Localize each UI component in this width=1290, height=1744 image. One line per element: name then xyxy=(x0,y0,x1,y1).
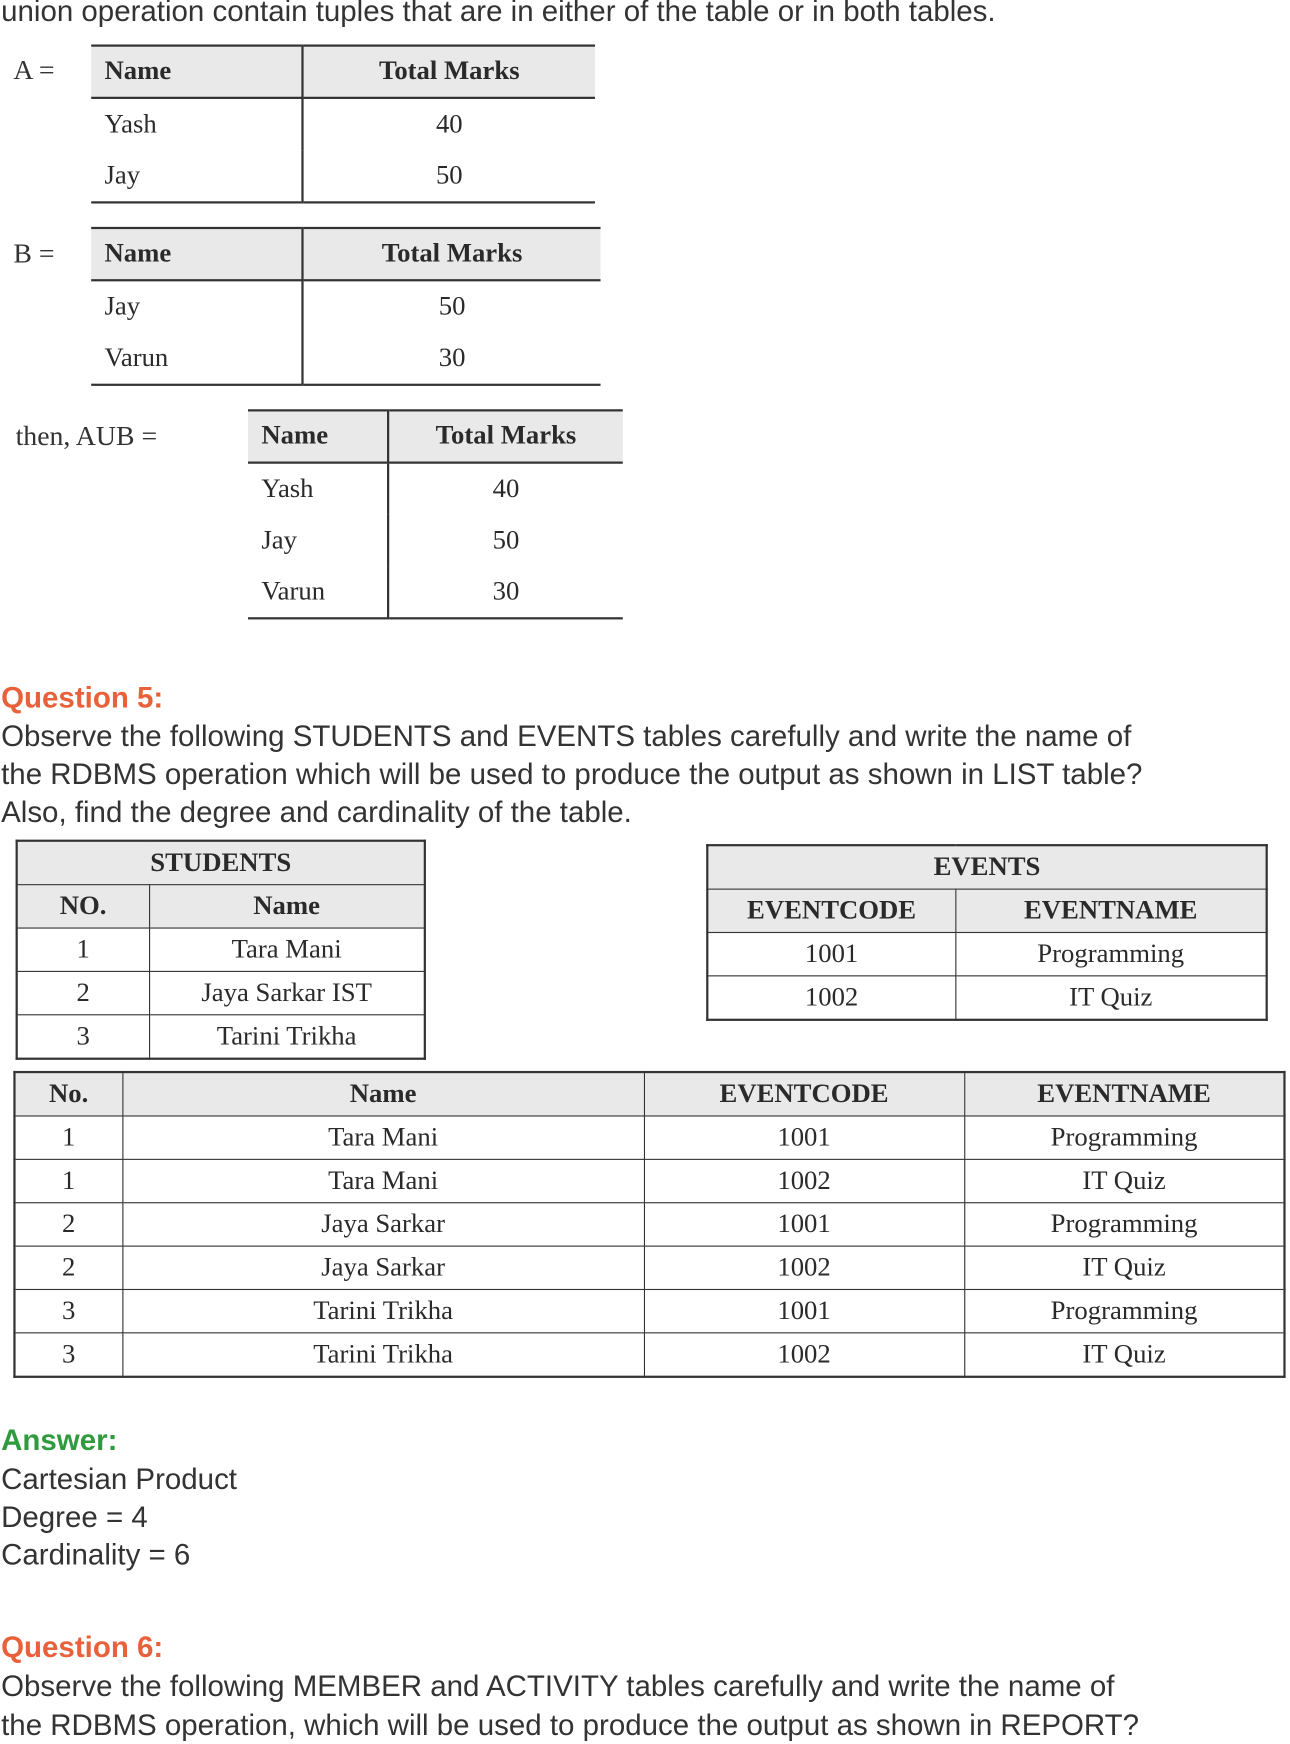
header-row xyxy=(14,1072,1284,1116)
table-b-label: B = xyxy=(13,239,55,270)
table-cell: 1002 xyxy=(707,976,955,1020)
table-cell: 3 xyxy=(14,1289,122,1332)
table-row xyxy=(707,976,1266,1020)
table-row xyxy=(14,1116,1284,1159)
table-cell: 1001 xyxy=(644,1289,964,1332)
table-cell: 50 xyxy=(492,525,520,555)
column-header: Name xyxy=(248,410,388,462)
table-cell: IT Quiz xyxy=(964,1246,1284,1289)
column-header: Name xyxy=(122,1072,644,1116)
table-cell: 1 xyxy=(14,1159,122,1202)
table-cell: 2 xyxy=(14,1203,122,1246)
table-row xyxy=(14,1159,1284,1202)
table-cell: 1002 xyxy=(644,1246,964,1289)
question5-heading: Question 5: xyxy=(1,680,164,714)
question5-line: Also, find the degree and cardinality of the table. xyxy=(1,795,632,829)
question6-heading: Question 6: xyxy=(1,1630,164,1664)
table-cell: 1001 xyxy=(707,932,955,975)
column-header: Name xyxy=(149,885,425,928)
table-cell: Varun xyxy=(248,566,388,618)
table-cell: Jaya Sarkar xyxy=(122,1246,644,1289)
column-header: EVENTNAME xyxy=(955,889,1266,932)
table-cell: 1002 xyxy=(644,1333,964,1377)
table-cell: Varun xyxy=(91,333,302,385)
table-row xyxy=(91,150,595,202)
table-title: EVENTS xyxy=(707,845,1266,889)
table-cell: IT Quiz xyxy=(955,976,1266,1020)
table-cell: 1 xyxy=(17,928,149,971)
table-cell: Programming xyxy=(964,1289,1284,1332)
column-header: Name xyxy=(91,228,302,280)
table-cell: Yash xyxy=(91,98,302,150)
table-cell: IT Quiz xyxy=(964,1159,1284,1202)
column-header: EVENTNAME xyxy=(964,1072,1284,1116)
table-cell: 30 xyxy=(438,343,466,372)
table-row xyxy=(17,971,425,1014)
answer-line: Cartesian Product xyxy=(1,1462,237,1496)
table-row xyxy=(14,1246,1284,1289)
table-row xyxy=(14,1289,1284,1332)
column-header: Total Marks xyxy=(302,228,600,280)
table-cell: 50 xyxy=(435,160,463,190)
answer-line: Degree = 4 xyxy=(1,1500,148,1534)
table-row xyxy=(17,928,425,971)
table-cell: Jaya Sarkar xyxy=(122,1203,644,1246)
table-cell: Jay xyxy=(91,280,302,332)
table-cell: 1 xyxy=(14,1116,122,1159)
answer-heading: Answer: xyxy=(1,1423,118,1457)
column-header: Name xyxy=(91,46,302,98)
question5-line: Observe the following STUDENTS and EVENTS tables carefully and write the name of xyxy=(1,719,1132,753)
table-cell: 3 xyxy=(17,1015,149,1059)
table-cell: Programming xyxy=(955,932,1266,975)
table-a xyxy=(91,44,595,203)
table-aub xyxy=(248,409,623,619)
table-cell: 3 xyxy=(14,1333,122,1377)
table-cell: 40 xyxy=(435,109,463,139)
table-cell: 2 xyxy=(17,971,149,1014)
table-cell: 50 xyxy=(438,291,466,321)
table-cell: Programming xyxy=(964,1116,1284,1159)
table-row xyxy=(248,566,623,618)
students-table xyxy=(16,840,426,1060)
table-cell: IT Quiz xyxy=(964,1333,1284,1377)
table-row xyxy=(14,1203,1284,1246)
table-cell: 40 xyxy=(492,474,520,504)
table-cell: Tarini Trikha xyxy=(149,1015,425,1059)
column-header: EVENTCODE xyxy=(707,889,955,932)
table-cell: 1002 xyxy=(644,1159,964,1202)
column-header: No. xyxy=(14,1072,122,1116)
header-row xyxy=(248,410,623,462)
answer-line: Cardinality = 6 xyxy=(1,1538,191,1572)
table-row xyxy=(91,98,595,150)
table-row xyxy=(248,463,623,515)
table-row xyxy=(91,333,600,385)
table-cell: Tara Mani xyxy=(122,1116,644,1159)
table-cell: Jay xyxy=(91,150,302,202)
column-header: Total Marks xyxy=(302,46,594,98)
header-row xyxy=(91,228,600,280)
table-row xyxy=(14,1333,1284,1377)
table-cell: Jaya Sarkar IST xyxy=(149,971,425,1014)
intro-line: union operation contain tuples that are in either of the table or in both tables. xyxy=(1,0,996,28)
table-cell: 1001 xyxy=(644,1203,964,1246)
column-header: NO. xyxy=(17,885,149,928)
table-cell: 1001 xyxy=(644,1116,964,1159)
table-row xyxy=(91,280,600,332)
table-cell: Tara Mani xyxy=(149,928,425,971)
table-row xyxy=(248,515,623,566)
question6-line: the RDBMS operation, which will be used to produce the output as shown in REPORT? xyxy=(1,1708,1140,1742)
header-row xyxy=(91,46,595,98)
table-cell: Tarini Trikha xyxy=(122,1333,644,1377)
table-title: STUDENTS xyxy=(17,841,425,885)
table-row xyxy=(17,1015,425,1059)
table-cell: Tara Mani xyxy=(122,1159,644,1202)
column-header: EVENTCODE xyxy=(644,1072,964,1116)
table-cell: Jay xyxy=(248,515,388,566)
events-table xyxy=(706,844,1268,1021)
column-header: Total Marks xyxy=(388,410,623,462)
table-cell: 30 xyxy=(492,576,520,606)
table-cell: Programming xyxy=(964,1203,1284,1246)
table-row xyxy=(707,932,1266,975)
table-cell: Tarini Trikha xyxy=(122,1289,644,1332)
table-cell: Yash xyxy=(248,463,388,515)
header-row xyxy=(707,889,1266,932)
table-cell: 2 xyxy=(14,1246,122,1289)
table-b xyxy=(91,227,600,386)
table-a-label: A = xyxy=(13,55,55,86)
list-table xyxy=(13,1071,1285,1378)
question6-line: Observe the following MEMBER and ACTIVITY tables carefully and write the name of xyxy=(1,1669,1115,1703)
header-row xyxy=(17,885,425,928)
table-aub-label: then, AUB = xyxy=(15,421,158,452)
question5-line: the RDBMS operation which will be used to produce the output as shown in LIST table? xyxy=(1,757,1143,791)
